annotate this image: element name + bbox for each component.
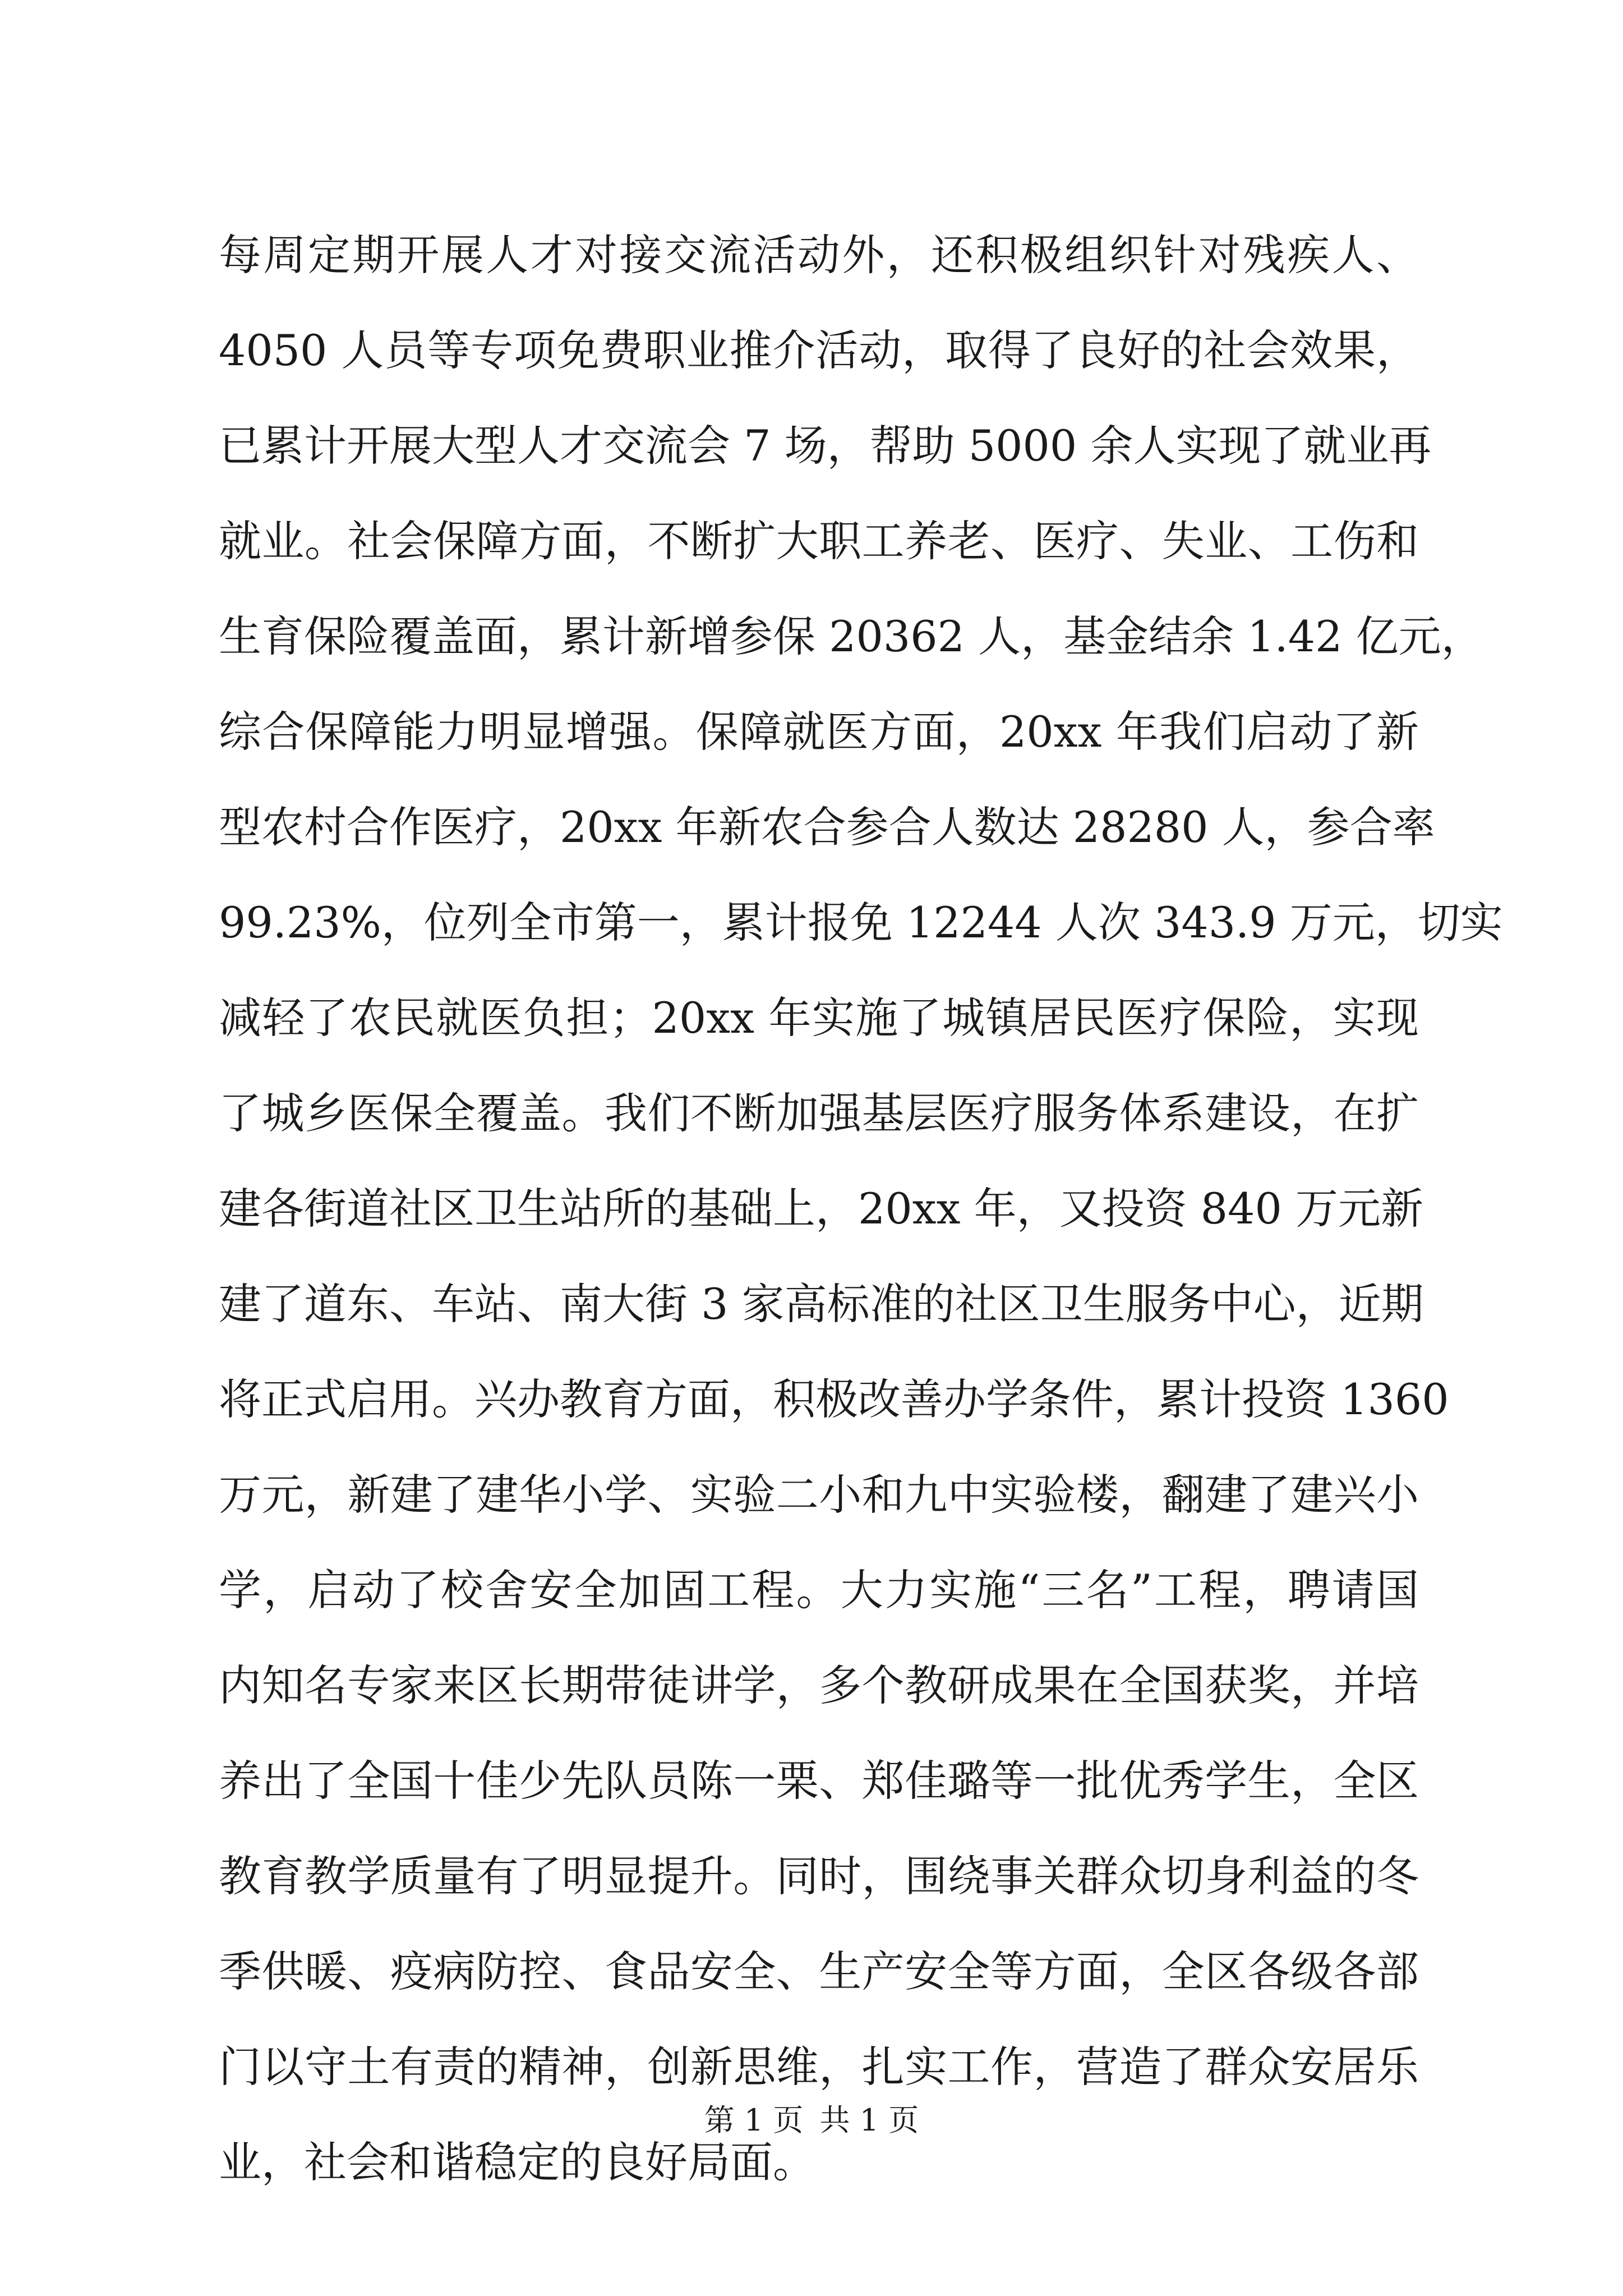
text-line: 型农村合作医疗，20xx 年新农合参合人数达 28280 人，参合率 bbox=[219, 802, 1435, 852]
text-line: 就业。社会保障方面，不断扩大职工养老、医疗、失业、工伤和 bbox=[219, 516, 1419, 566]
text-line: 综合保障能力明显增强。保障就医方面，20xx 年我们启动了新 bbox=[219, 707, 1419, 757]
text-line: 了城乡医保全覆盖。我们不断加强基层医疗服务体系建设，在扩 bbox=[219, 1088, 1419, 1138]
text-line: 每周定期开展人才对接交流活动外，还积极组织针对残疾人、 bbox=[219, 230, 1419, 280]
page-total: 共 1 页 bbox=[819, 2102, 919, 2138]
text-line: 4050 人员等专项免费职业推介活动，取得了良好的社会效果， bbox=[219, 325, 1419, 375]
text-line: 将正式启用。兴办教育方面，积极改善办学条件，累计投资 1360 bbox=[219, 1374, 1449, 1424]
text-line: 建各街道社区卫生站所的基础上，20xx 年，又投资 840 万元新 bbox=[219, 1184, 1423, 1234]
text-line: 内知名专家来区长期带徒讲学，多个教研成果在全国获奖，并培 bbox=[219, 1660, 1419, 1710]
text-line: 季供暖、疫病防控、食品安全、生产安全等方面，全区各级各部 bbox=[219, 1947, 1419, 1996]
text-line: 减轻了农民就医负担；20xx 年实施了城镇居民医疗保险，实现 bbox=[219, 993, 1419, 1043]
text-line: 建了道东、车站、南大街 3 家高标准的社区卫生服务中心，近期 bbox=[219, 1279, 1424, 1329]
text-line: 99.23%，位列全市第一，累计报免 12244 人次 343.9 万元，切实 bbox=[219, 898, 1503, 947]
text-line: 门以守土有责的精神，创新思维，扎实工作，营造了群众安居乐 bbox=[219, 2042, 1419, 2092]
text-line: 业，社会和谐稳定的良好局面。 bbox=[219, 2137, 815, 2187]
body-paragraph bbox=[219, 208, 1503, 2210]
text-line: 生育保险覆盖面，累计新增参保 20362 人，基金结余 1.42 亿元， bbox=[219, 611, 1484, 661]
page-number: 第 1 页 bbox=[704, 2102, 804, 2138]
text-line: 万元，新建了建华小学、实验二小和九中实验楼，翻建了建兴小 bbox=[219, 1470, 1419, 1520]
text-line: 学，启动了校舍安全加固工程。大力实施“三名”工程，聘请国 bbox=[219, 1565, 1419, 1615]
text-line: 养出了全国十佳少先队员陈一栗、郑佳璐等一批优秀学生，全区 bbox=[219, 1756, 1419, 1806]
text-line: 已累计开展大型人才交流会 7 场，帮助 5000 余人实现了就业再 bbox=[219, 421, 1432, 471]
text-line: 教育教学质量有了明显提升。同时，围绕事关群众切身利益的冬 bbox=[219, 1851, 1419, 1901]
page-footer bbox=[0, 2098, 1623, 2143]
